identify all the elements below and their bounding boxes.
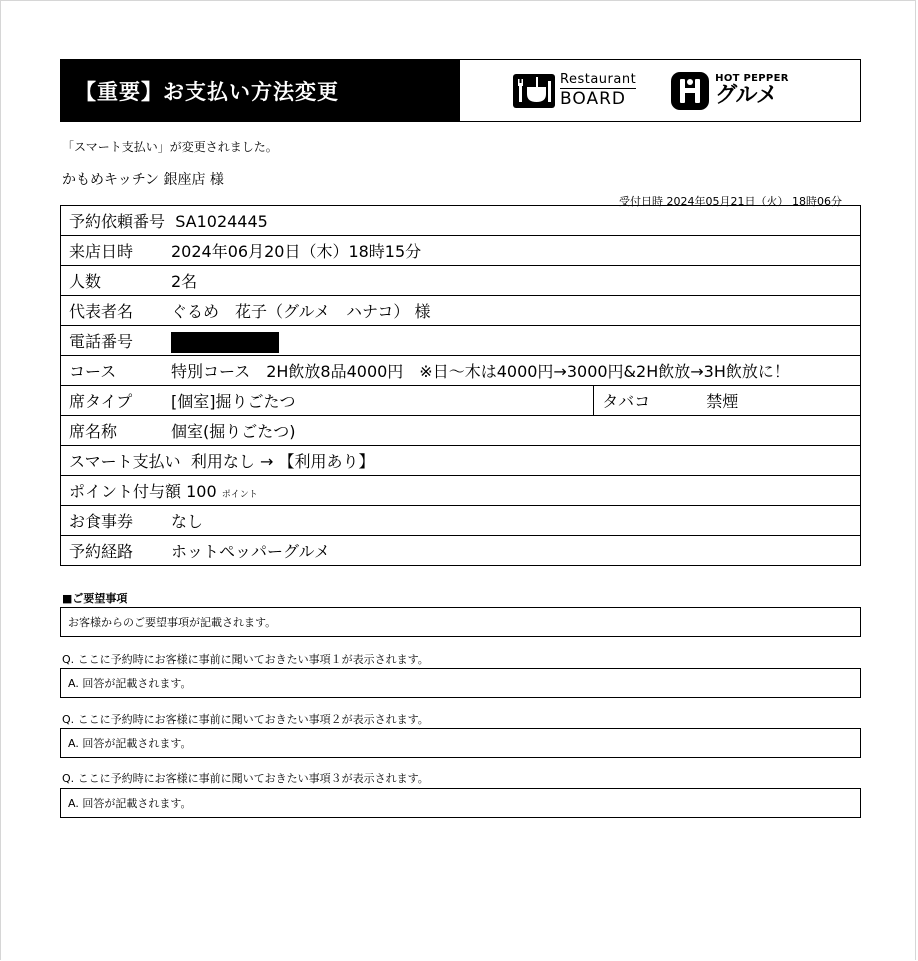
row-people	[61, 266, 861, 296]
row-smart-pay	[61, 446, 861, 476]
restaurant-board-logo-icon	[512, 73, 556, 109]
seat-name-label: 席名称	[69, 422, 118, 441]
page-title: 【重要】お支払い方法変更	[61, 60, 460, 121]
points-label: ポイント付与額	[69, 482, 182, 501]
people-value: 2名	[171, 272, 198, 291]
reservation-no-value: SA1024445	[175, 212, 268, 231]
restaurant-board-logo-top: Restaurant	[560, 72, 637, 87]
meal-voucher-value: なし	[171, 512, 204, 531]
hot-pepper-logo-icon	[670, 71, 710, 111]
points-value: 100	[186, 482, 217, 501]
visit-date-value: 2024年06月20日（木）18時15分	[171, 242, 422, 261]
change-notice: 「スマート支払い」が変更されました。	[62, 140, 278, 154]
points-unit: ポイント	[221, 490, 258, 500]
reservation-no-label: 予約依頼番号	[69, 212, 166, 231]
row-course	[61, 356, 861, 386]
tobacco-label: タバコ	[602, 392, 651, 411]
row-seat-type	[61, 386, 861, 416]
hot-pepper-logo	[670, 71, 789, 111]
hot-pepper-logo-top: HOT PEPPER	[715, 73, 789, 84]
course-label: コース	[69, 362, 117, 381]
answer-1-box: A. 回答が記載されます。	[60, 668, 861, 698]
meal-voucher-label: お食事券	[69, 512, 134, 531]
phone-label: 電話番号	[69, 331, 134, 351]
row-points	[61, 476, 861, 506]
representative-value: ぐるめ 花子（グルメ ハナコ） 様	[171, 302, 431, 321]
route-value: ホットペッパーグルメ	[171, 542, 331, 561]
people-label: 人数	[69, 272, 102, 291]
row-phone	[61, 326, 861, 356]
route-label: 予約経路	[69, 542, 134, 561]
question-3: Q. ここに予約時にお客様に事前に聞いておきたい事項３が表示されます。	[62, 772, 429, 785]
seat-name-value: 個室(掘りごたつ)	[171, 422, 296, 441]
restaurant-board-logo-bottom: BOARD	[560, 89, 626, 109]
smart-pay-label: スマート支払い	[69, 452, 181, 471]
reservation-details-table	[60, 205, 861, 566]
phone-redacted-block	[171, 332, 279, 353]
row-meal-voucher	[61, 506, 861, 536]
row-representative	[61, 296, 861, 326]
header-banner	[60, 59, 861, 122]
row-route	[61, 536, 861, 566]
requests-box: お客様からのご要望事項が記載されます。	[60, 607, 861, 637]
course-value: 特別コース 2H飲放8品4000円 ※日～木は4000円→3000円&2H飲放→3H飲放に！	[171, 362, 790, 381]
shop-name: かもめキッチン 銀座店 様	[62, 172, 224, 188]
row-visit-date	[61, 236, 861, 266]
tobacco-value: 禁煙	[706, 392, 739, 411]
answer-3-box: A. 回答が記載されます。	[60, 788, 861, 818]
restaurant-board-logo	[512, 73, 636, 109]
row-seat-name	[61, 416, 861, 446]
logo-area	[460, 60, 860, 121]
requests-heading: ■ご要望事項	[62, 592, 128, 605]
seat-type-label: 席タイプ	[69, 392, 133, 411]
visit-date-label: 来店日時	[69, 242, 134, 261]
smart-pay-value: 利用なし → 【利用あり】	[190, 452, 375, 471]
row-reservation-no	[61, 206, 861, 236]
seat-type-value: [個室]掘りごたつ	[171, 392, 296, 411]
representative-label: 代表者名	[69, 302, 134, 321]
received-datetime: 受付日時 2024年05月21日（火） 18時06分	[619, 195, 842, 208]
question-2: Q. ここに予約時にお客様に事前に聞いておきたい事項２が表示されます。	[62, 713, 429, 726]
answer-2-box: A. 回答が記載されます。	[60, 728, 861, 758]
hot-pepper-logo-bottom: グルメ	[715, 83, 777, 108]
question-1: Q. ここに予約時にお客様に事前に聞いておきたい事項１が表示されます。	[62, 653, 429, 666]
